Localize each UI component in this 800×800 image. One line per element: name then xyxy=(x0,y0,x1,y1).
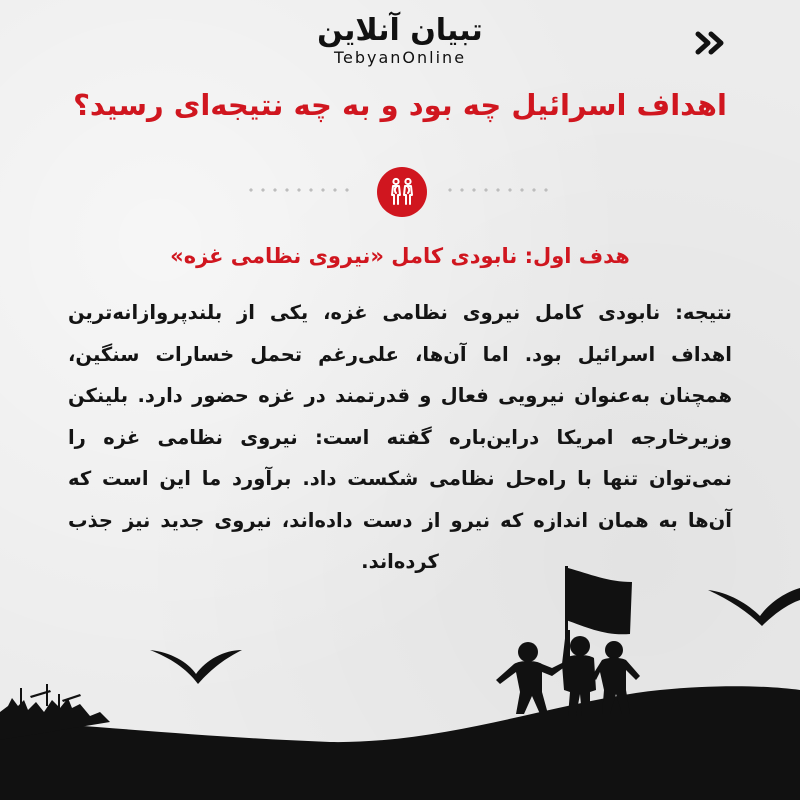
section-body: نتیجه: نابودی کامل نیروی نظامی غزه، یکی از بلندپروازانه‌ترین اهداف اسرائیل بود. اما آن‌ها، علی‌رغم تحمل خسارات سنگین، همچنان به‌عنوان نیرویی فعال و قدرتمند در غزه حضور دارد. بلینکن وزیرخارجه امریکا دراین‌باره گفته است: نیروی نظامی غزه را نمی‌توان تنها با راه‌حل نظامی شکست داد. برآورد ما این است که آن‌ها به همان اندازه که نیرو از دست داده‌اند، نیروی جدید نیز جذب کرده‌اند. xyxy=(68,301,732,573)
section-heading: هدف اول: نابودی کامل «نیروی نظامی غزه» xyxy=(170,244,630,268)
bird-silhouette-icon xyxy=(150,650,242,684)
page-title: اهداف اسرائیل چه بود و به چه نتیجه‌ای رسید؟ xyxy=(73,88,727,122)
ground-silhouette xyxy=(0,686,800,800)
children-with-flag-silhouette-icon xyxy=(496,566,640,716)
brand-name-persian: تبیان آنلاین xyxy=(317,13,483,48)
bird-silhouette-icon xyxy=(708,588,800,626)
brand-name-english: TebyanOnline xyxy=(333,48,467,67)
